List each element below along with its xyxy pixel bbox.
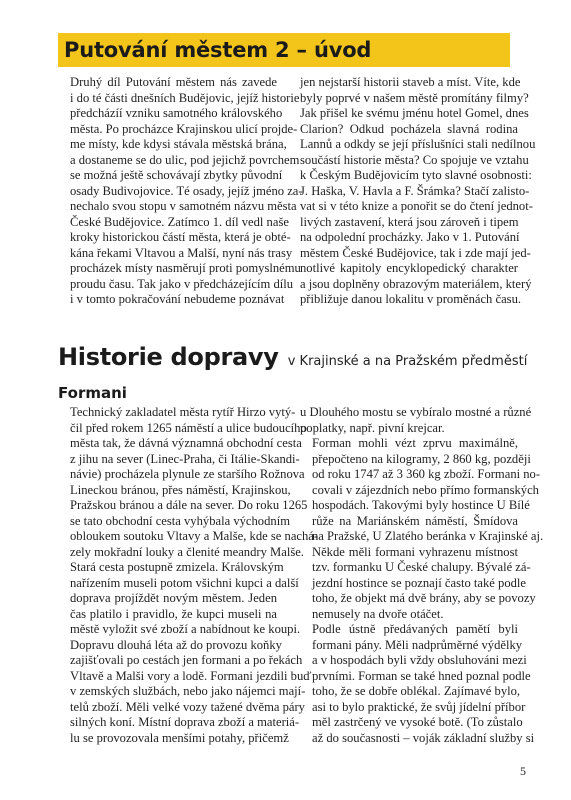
text-line: na Pražské, U Zlatého beránka v Krajinské aj. <box>312 529 544 543</box>
text-line: proudu času. Tak jako v předcházejícím dílu <box>70 276 294 291</box>
text-line: i v tomto pokračování nebudeme poznávat <box>70 292 285 306</box>
text-line: jen nejstarší historii staveb a míst. Víte, kde <box>300 75 521 89</box>
text-line: až do současnosti – voják základní služby si <box>312 730 535 745</box>
text-line: čil před rokem 1265 náměstí a ulice budoucího <box>70 420 307 435</box>
text-line: osady Budivojovice. Té osady, jejíž jméno za- <box>70 183 303 198</box>
text-line: notlivé kapitoly encyklopedický charakter <box>300 261 518 275</box>
text-line: obloukem soutoku Vltavy a Malše, kde se nachá- <box>70 529 319 543</box>
intro-paragraph-right <box>300 75 536 308</box>
text-line: a dostaneme se do ulic, pod jejichž povrchem <box>70 152 300 167</box>
text-line: jezdní hostince se poznají často také podle <box>312 575 527 590</box>
text-line: J. Haška, V. Havla a F. Šrámka? Stačí zalisto- <box>300 183 530 198</box>
section-title-banner <box>58 33 510 67</box>
text-line: poplatky, např. pivní krejcar. <box>300 420 445 435</box>
text-line: nechalo svou stopu v samotném názvu města <box>70 199 297 213</box>
text-line: i do té části dnešních Budějovic, jejíž historie <box>70 90 300 105</box>
text-line: a jsou doplněny obrazovým materiálem, který <box>300 276 532 291</box>
text-line: a v hospodách byli vždy obsluhováni mezi <box>312 653 527 667</box>
text-line: lu se provozovala menšími potahy, přičemž <box>70 730 289 745</box>
text-line: nařízením museli potom všichni kupci a další <box>70 575 299 590</box>
text-line: covali v zájezdních nebo přímo formanských <box>312 482 539 497</box>
text-line: Technický zakladatel města rytíř Hirzo vytý- <box>70 405 296 419</box>
text-line: kroky historickou částí města, která je obté- <box>70 230 291 244</box>
text-line: doprava projíždět novým městem. Jeden <box>70 591 277 605</box>
body-paragraph <box>58 560 312 746</box>
text-line: zajišťovali po cestách jen formani a po řekách <box>70 653 303 667</box>
text-line: kána řekami Vltavou a Malší, nyní nás trasy <box>70 245 293 260</box>
text-line: městě vyložit své zboží a nabídnout ke koupi. <box>70 622 301 636</box>
body-paragraph <box>300 622 535 746</box>
text-line: Jak přišel ke svému jménu hotel Gomel, dnes <box>300 106 529 120</box>
text-line: nemusely na dvoře otáčet. <box>312 606 444 621</box>
text-line: předcházíí vzniku samotného královského <box>70 106 283 120</box>
text-line: Lannů a odkdy se její příslušníci stali nedílnou <box>300 137 536 151</box>
section-title: Putování městem 2 – úvod <box>64 38 372 62</box>
text-line: se tato obchodní cesta vyhýbala východním <box>70 513 290 528</box>
text-line: livých zastavení, která jsou zároveň i tipem <box>300 214 519 229</box>
text-line: toho, že se dobře oblékal. Zajímavé bylo, <box>312 684 521 698</box>
text-line: z jihu na sever (Linec-Praha, či Itálie-Skandi- <box>70 451 300 466</box>
text-line: v zemských službách, nebo jako nájemci mají- <box>70 684 306 698</box>
text-line: me místy, kde kdysi stávala městská brána, <box>70 137 287 151</box>
body-paragraph <box>58 405 319 560</box>
chapter-subtitle: v Krajinské a na Pražském předměstí <box>287 354 528 369</box>
text-line: k Českým Budějovicím tyto slavné osobnosti: <box>300 168 532 182</box>
chapter-title: Historie dopravy <box>58 343 279 371</box>
text-line: návie) procházela plynule ze staršího Rožnova <box>70 467 305 481</box>
intro-column-left <box>58 75 303 308</box>
text-line: Clarion? Odkud pocházela slavná rodina <box>300 121 518 136</box>
text-line: Forman mohli vézt zprvu maximálně, <box>312 436 518 450</box>
text-line: na odpolední procházky. Jako v 1. Putování <box>300 230 520 244</box>
page-number: 5 <box>520 764 526 778</box>
text-line: telů zboží. Měli velké vozy tažené dvěma páry <box>70 699 305 714</box>
text-line: Vltavě a Malši vory a lodě. Formani jezdili buď <box>70 668 312 683</box>
chapter-heading <box>58 343 527 371</box>
text-line: od roku 1747 až 3 360 kg zboží. Formani no- <box>312 467 541 481</box>
text-line: Druhý díl Putování městem nás zavede <box>70 75 277 89</box>
text-line: silných koní. Místní doprava zboží a materiá- <box>70 715 300 729</box>
body-paragraph <box>300 436 544 622</box>
text-line: procházek místy nasměrují proti pomyslnému <box>70 261 301 275</box>
text-line: součástí historie města? Co spojuje ve vztahu <box>300 152 529 167</box>
text-line: Dopravu dlouhá léta až do provozu koňky <box>70 637 282 652</box>
text-line: České Budějovice. Zatímco 1. díl vedl naše <box>70 214 289 229</box>
text-line: Lineckou bránou, přes náměstí, Krajinskou, <box>70 482 291 497</box>
text-line: u Dlouhého mostu se vybíralo mostné a různé <box>300 405 532 419</box>
text-line: růže na Mariánském náměstí, Šmídova <box>312 513 518 528</box>
text-line: přibližuje danou lokalitu v proměnách času. <box>300 292 522 306</box>
text-line: se možná ještě schovávají zbytky původní <box>70 168 283 182</box>
text-line: zely mokřadní louky a členité meandry Malše. <box>70 544 304 559</box>
text-line: hospodách. Takovými byly hostince U Bílé <box>312 498 530 512</box>
text-line: Podle ústně předávaných pamětí byli <box>312 622 518 636</box>
intro-paragraph-left <box>58 75 303 308</box>
body-paragraph <box>300 405 532 436</box>
text-line: prvními. Forman se také hned poznal podle <box>312 668 531 683</box>
text-line: městem České Budějovice, tak i zde mají jed- <box>300 245 531 260</box>
text-line: toho, že objekt má dvě brány, aby se povozy <box>312 591 536 605</box>
body-column-left <box>58 405 319 746</box>
text-line: přepočteno na kilogramy, 2 860 kg, později <box>312 451 531 466</box>
text-line: měl zastrčený ve vysoké botě. (To zůstalo <box>312 715 523 729</box>
text-line: Někde měli formani vyhrazenu místnost <box>312 544 518 559</box>
text-line: byly poprvé v našem městě promítány filmy? <box>300 90 529 105</box>
text-line: města. Po procházce Krajinskou ulicí projde- <box>70 121 298 136</box>
intro-column-right <box>300 75 536 308</box>
body-column-right <box>300 405 544 746</box>
text-line: tzv. formanku U České chalupy. Bývalé zá- <box>312 560 531 574</box>
text-line: města tak, že dávná významná obchodní cesta <box>70 436 302 450</box>
text-line: Stará cesta postupně zmizela. Královským <box>70 560 284 574</box>
subsection-heading: Formani <box>58 384 127 402</box>
text-line: vat si v této knize a ponořit se do čtení jednot- <box>300 199 533 213</box>
text-line: asi to bylo praktické, že svůj jídelní příbor <box>312 699 526 714</box>
text-line: formani pány. Měli nadprůměrné výdělky <box>312 637 523 652</box>
text-line: Pražskou bránou a dále na sever. Do roku 1265 <box>70 498 308 512</box>
text-line: čas platilo i pravidlo, že kupci museli na <box>70 606 277 621</box>
